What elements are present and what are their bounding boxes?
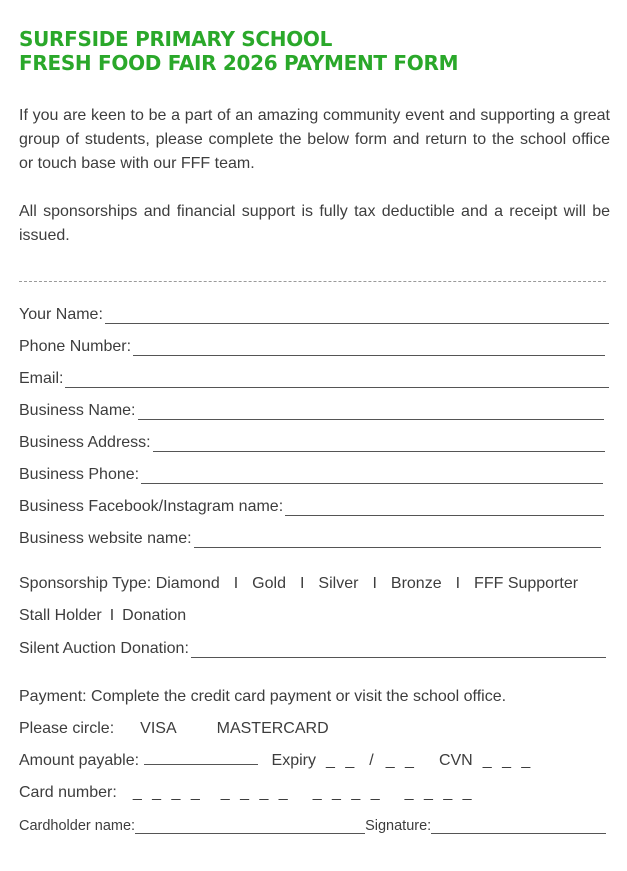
sponsorship-label: Sponsorship Type:	[19, 575, 152, 592]
business-address-label: Business Address:	[19, 434, 151, 451]
business-phone-field[interactable]	[19, 462, 603, 484]
expiry-month-blanks[interactable]: _ _	[325, 752, 358, 769]
your-name-line[interactable]	[105, 307, 609, 324]
phone-line[interactable]	[133, 339, 605, 356]
cardholder-signature-row	[19, 812, 606, 834]
business-phone-line[interactable]	[141, 467, 603, 484]
business-name-field[interactable]	[19, 398, 604, 420]
business-social-label: Business Facebook/Instagram name:	[19, 498, 284, 515]
option-fff-supporter[interactable]: FFF Supporter	[474, 575, 579, 592]
form-title	[19, 27, 458, 75]
separator: I	[455, 575, 461, 592]
business-name-line[interactable]	[138, 403, 605, 420]
business-address-line[interactable]	[153, 435, 605, 452]
cvn-label: CVN	[438, 752, 473, 769]
expiry-year-blanks[interactable]: _ _	[385, 752, 417, 769]
card-number-group-1[interactable]: _ _ _ _	[132, 784, 203, 801]
signature-line[interactable]	[431, 817, 606, 834]
cut-line-divider	[19, 281, 606, 282]
card-type-row	[19, 718, 329, 740]
phone-field[interactable]	[19, 334, 605, 356]
option-diamond[interactable]: Diamond	[155, 575, 220, 592]
option-silver[interactable]: Silver	[318, 575, 359, 592]
option-donation[interactable]: Donation	[122, 607, 187, 624]
form-name: FRESH FOOD FAIR 2026 PAYMENT FORM	[19, 51, 459, 75]
amount-row	[19, 750, 533, 772]
business-social-field[interactable]	[19, 494, 604, 516]
payment-intro: Payment: Complete the credit card payment or visit the school office.	[19, 688, 507, 705]
expiry-slash: /	[369, 752, 374, 769]
cardholder-label: Cardholder name:	[19, 818, 136, 834]
your-name-label: Your Name:	[19, 306, 103, 323]
business-name-label: Business Name:	[19, 402, 136, 419]
card-number-group-3[interactable]: _ _ _ _	[312, 784, 383, 801]
business-website-line[interactable]	[194, 531, 601, 548]
circle-label: Please circle:	[19, 720, 115, 737]
card-number-row	[19, 782, 475, 804]
signature-label: Signature:	[365, 818, 432, 834]
silent-auction-label: Silent Auction Donation:	[19, 640, 189, 657]
email-label: Email:	[19, 370, 64, 387]
separator: I	[233, 575, 239, 592]
phone-label: Phone Number:	[19, 338, 132, 355]
school-name: SURFSIDE PRIMARY SCHOOL	[19, 27, 333, 51]
card-number-label: Card number:	[19, 784, 117, 801]
business-website-field[interactable]	[19, 526, 601, 548]
sponsorship-row-1	[19, 573, 578, 595]
business-social-line[interactable]	[285, 499, 604, 516]
visa-option[interactable]: VISA	[140, 720, 177, 737]
card-number-group-4[interactable]: _ _ _ _	[404, 784, 475, 801]
business-phone-label: Business Phone:	[19, 466, 140, 483]
separator: I	[299, 575, 305, 592]
tax-paragraph: All sponsorships and financial support is fully tax deductible and a receipt will be issued.	[19, 203, 610, 244]
sponsorship-row-2	[19, 605, 186, 627]
cvn-blanks[interactable]: _ _ _	[482, 752, 534, 769]
intro-paragraph: If you are keen to be a part of an amazing community event and supporting a great group of students, please complete the below form and return to the school office or touch base with our FFF team.	[19, 107, 610, 172]
separator: I	[109, 607, 115, 624]
option-gold[interactable]: Gold	[252, 575, 286, 592]
card-number-group-2[interactable]: _ _ _ _	[220, 784, 291, 801]
expiry-label: Expiry	[271, 752, 316, 769]
option-bronze[interactable]: Bronze	[390, 575, 442, 592]
amount-label: Amount payable:	[19, 752, 140, 769]
email-line[interactable]	[65, 371, 609, 388]
option-stall-holder[interactable]: Stall Holder	[19, 607, 102, 624]
silent-auction-field[interactable]	[19, 636, 606, 658]
your-name-field[interactable]	[19, 302, 609, 324]
mastercard-option[interactable]: MASTERCARD	[216, 720, 329, 737]
amount-line[interactable]	[144, 750, 258, 765]
cardholder-line[interactable]	[135, 817, 365, 834]
separator: I	[372, 575, 377, 592]
business-website-label: Business website name:	[19, 530, 192, 547]
business-address-field[interactable]	[19, 430, 605, 452]
email-field[interactable]	[19, 366, 609, 388]
silent-auction-line[interactable]	[191, 641, 606, 658]
